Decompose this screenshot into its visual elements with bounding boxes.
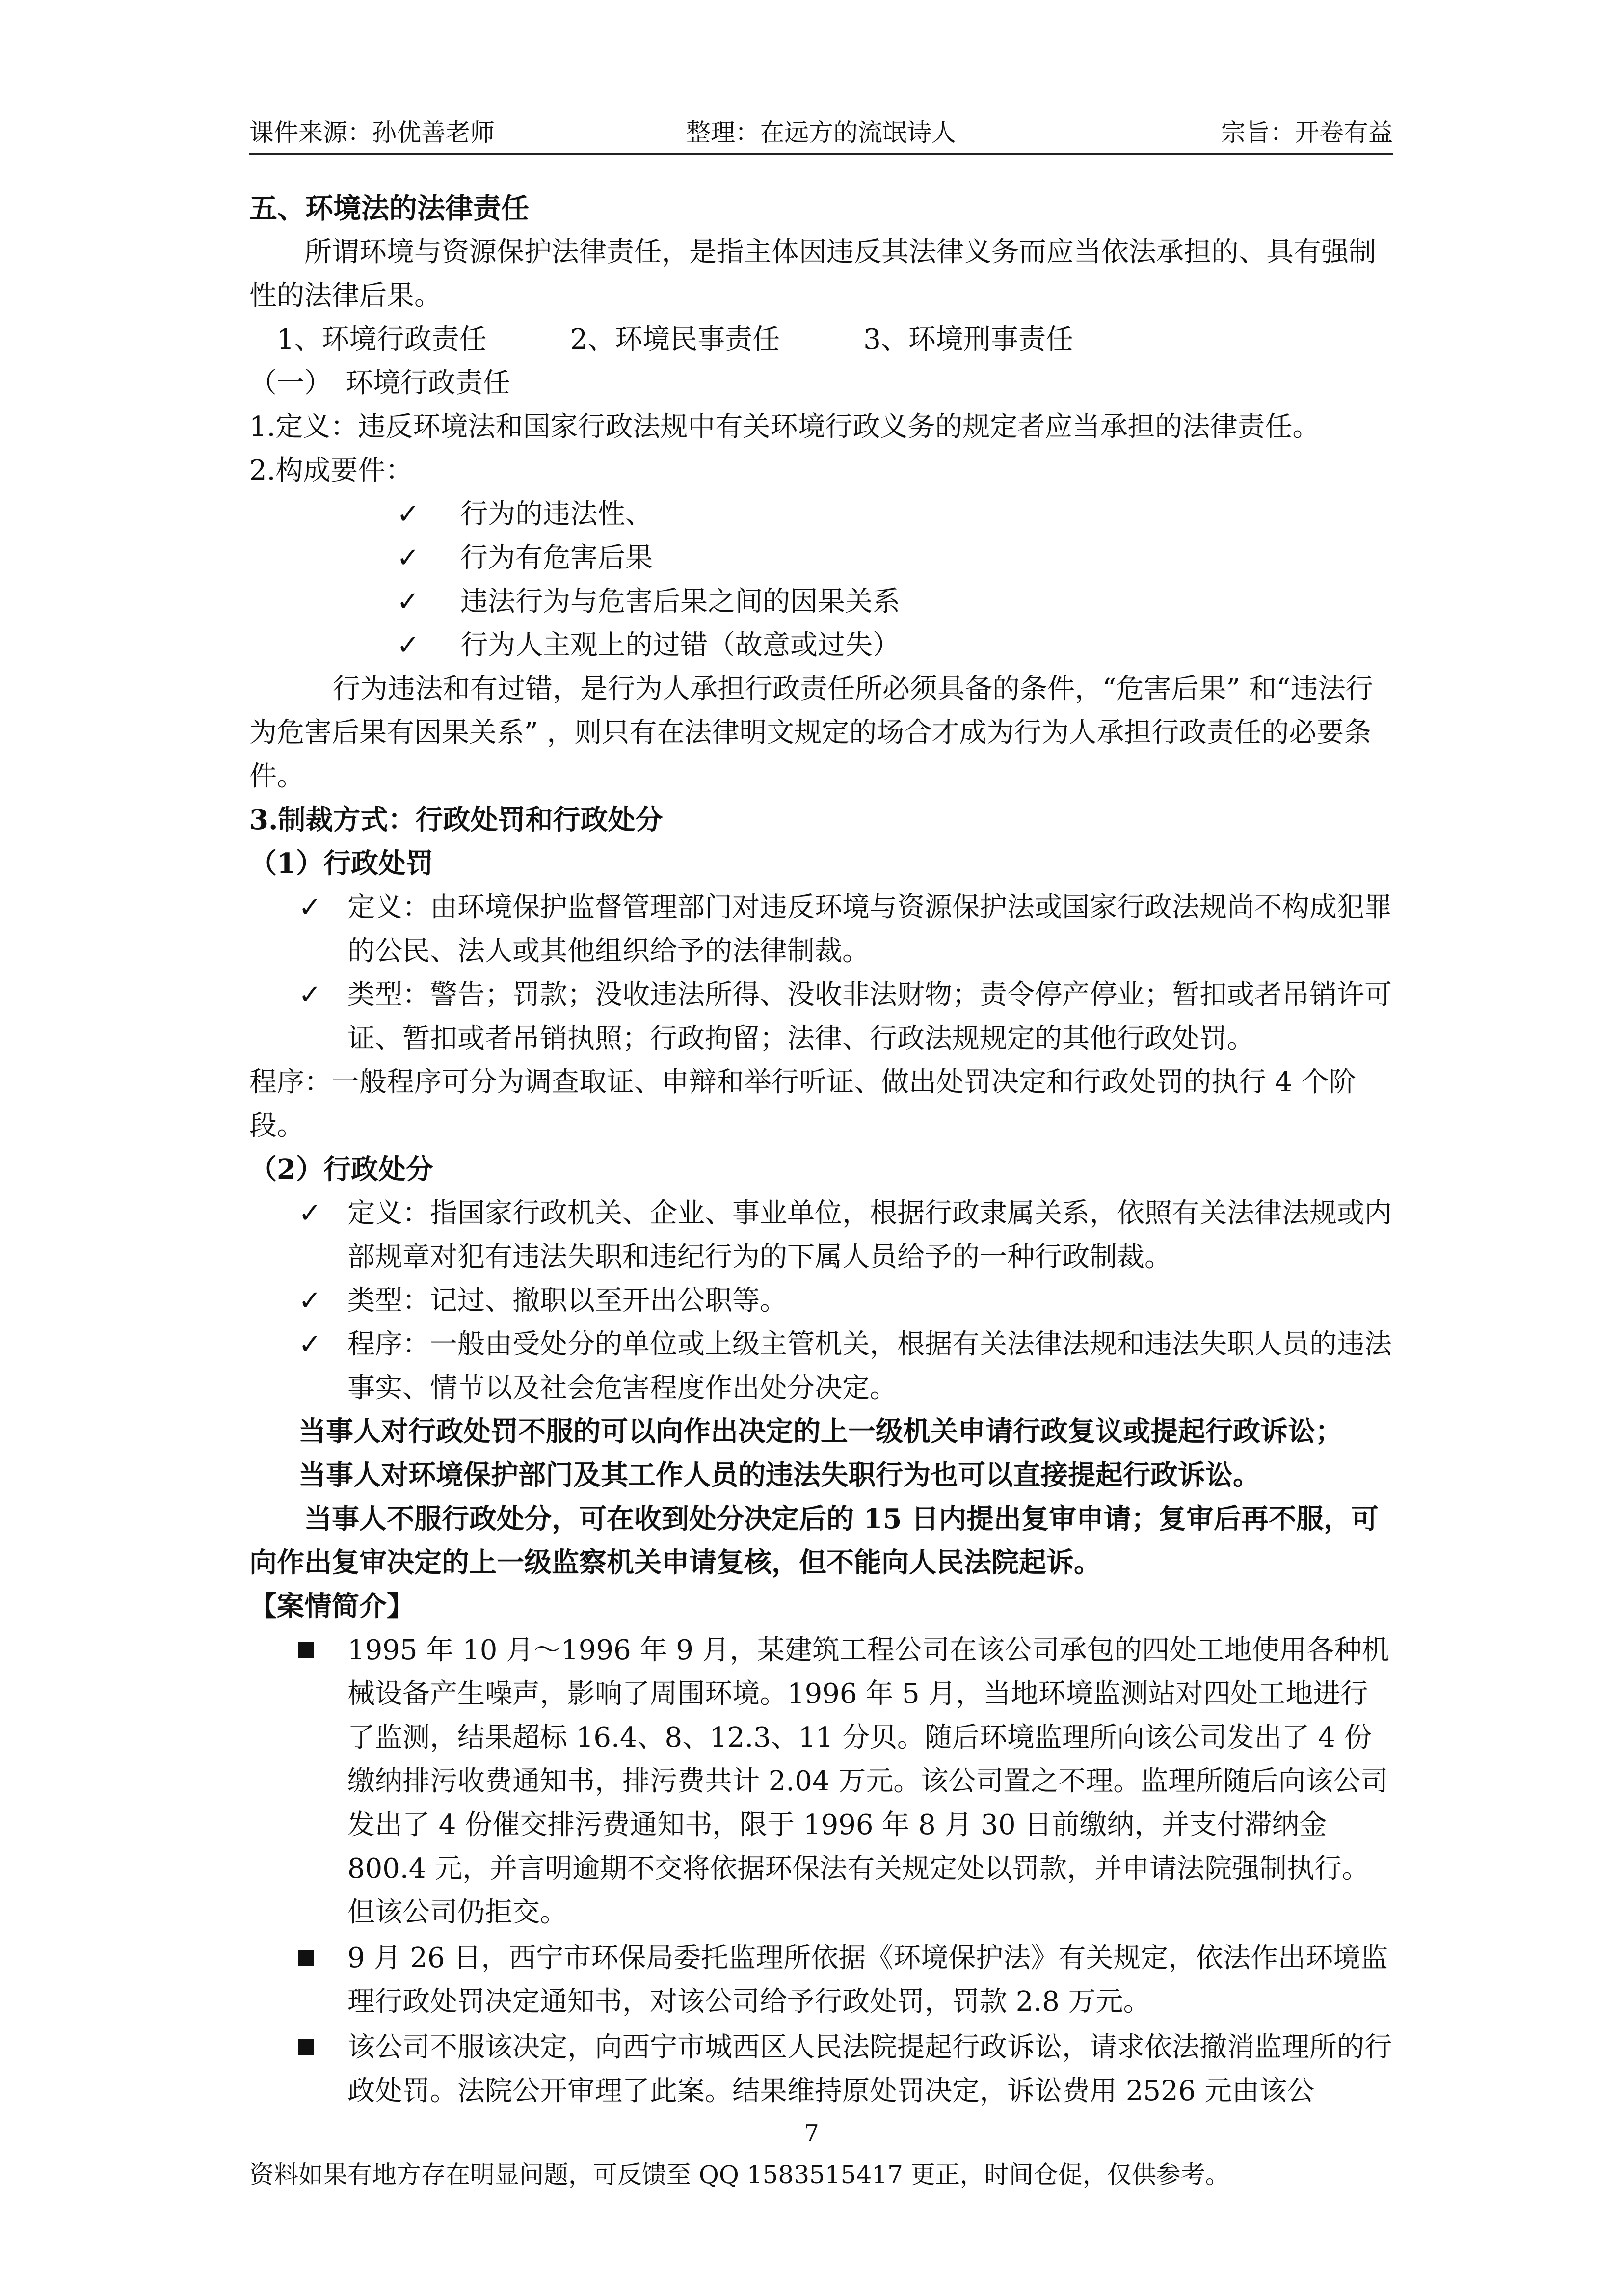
footer-note: 资料如果有地方存在明显问题，可反馈至 QQ 1583515417 更正，时间仓促，仅供参考。 xyxy=(249,2161,1230,2189)
list-item: 该公司不服该决定，向西宁市城西区人民法院提起行政诉讼，请求依法撤消监理所的行政处罚。法院公开审理了此案。结果维持原处罚决定，诉讼费用 2526 元由该公 xyxy=(298,2026,1393,2113)
list-item: ✓ 行为的违法性、 xyxy=(397,492,1393,536)
check-icon: ✓ xyxy=(397,629,420,661)
sanction2-list xyxy=(249,1191,1393,1410)
check-icon: ✓ xyxy=(298,979,321,1011)
header-editor: 整理：在远方的流氓诗人 xyxy=(686,118,956,147)
check-icon: ✓ xyxy=(397,586,420,618)
check-icon: ✓ xyxy=(397,542,420,574)
bold-line: 当事人对行政处罚不服的可以向作出决定的上一级机关申请行政复议或提起行政诉讼； xyxy=(298,1415,1343,1448)
document-body xyxy=(249,187,1393,2115)
list-item: ✓ 定义：由环境保护监督管理部门对违反环境与资源保护法或国家行政法规尚不构成犯罪的公民、法人或其他组织给予的法律制裁。 xyxy=(298,886,1393,973)
liability-type: 2、环境民事责任 xyxy=(570,324,780,355)
header-source: 课件来源：孙优善老师 xyxy=(249,118,495,147)
list-item: ✓ 行为有危害后果 xyxy=(397,536,1393,580)
sanction2-title: （2）行政处分 xyxy=(249,1153,433,1186)
penalty-list xyxy=(249,886,1393,1060)
square-bullet-icon xyxy=(298,2039,314,2055)
elements-note: 行为违法和有过错，是行为人承担行政责任所必须具备的条件，“危害后果” 和“违法行为危害后果有因果关系” ，则只有在法律明文规定的场合才成为行为人承担行政责任的必要条件。 xyxy=(249,673,1373,792)
list-item: ✓ 类型：记过、撤职以至开出公职等。 xyxy=(298,1279,1393,1323)
check-icon: ✓ xyxy=(298,891,321,923)
case-list xyxy=(249,1628,1393,2113)
check-icon: ✓ xyxy=(298,1328,321,1360)
elements-title: 2.构成要件： xyxy=(249,455,413,486)
page-header xyxy=(249,112,1393,155)
definition-line: 1.定义：违反环境法和国家行政法规中有关环境行政义务的规定者应当承担的法律责任。 xyxy=(249,411,1320,443)
liability-type: 3、环境刑事责任 xyxy=(863,324,1073,355)
header-motto: 宗旨：开卷有益 xyxy=(1221,118,1393,147)
list-item: ✓ 行为人主观上的过错（故意或过失） xyxy=(397,623,1393,667)
subsection-title: （一） 环境行政责任 xyxy=(249,367,510,399)
liability-types xyxy=(249,318,1393,361)
check-icon: ✓ xyxy=(298,1197,321,1229)
liability-type: 1、环境行政责任 xyxy=(277,324,487,355)
sanction-title: 3.制裁方式：行政处罚和行政处分 xyxy=(249,804,663,836)
square-bullet-icon xyxy=(298,1642,314,1658)
page-number: 7 xyxy=(804,2120,819,2147)
elements-list xyxy=(249,492,1393,667)
square-bullet-icon xyxy=(298,1950,314,1966)
check-icon: ✓ xyxy=(298,1285,321,1317)
bold-paragraph: 当事人不服行政处分，可在收到处分决定后的 15 日内提出复审申请；复审后再不服，可向作出复审决定的上一级监察机关申请复核，但不能向人民法院起诉。 xyxy=(249,1503,1379,1579)
bold-line: 当事人对环境保护部门及其工作人员的违法失职行为也可以直接提起行政诉讼。 xyxy=(298,1459,1260,1491)
list-item: ✓ 程序：一般由受处分的单位或上级主管机关，根据有关法律法规和违法失职人员的违法事实、情节以及社会危害程度作出处分决定。 xyxy=(298,1323,1393,1410)
check-icon: ✓ xyxy=(397,498,420,530)
list-item: 1995 年 10 月～1996 年 9 月，某建筑工程公司在该公司承包的四处工地使用各种机械设备产生噪声，影响了周围环境。1996 年 5 月，当地环境监测站对四处工地进行了监测，结果超标 16.4、8、12.3、11 分贝。随后环境监理所向该公司发出了 4 份缴纳排污收费通知书，排污费共计 2.04 万元。该公司置之不理。监理所随后向该公司发出了 4 份催交排污费通知书，限于 1996 年 8 月 30 日前缴纳，并支付滞纳金 800.4 元，并言明逾期不交将依据环保法有关规定处以罚款，并申请法院强制执行。但该公司仍拒交。 xyxy=(298,1628,1393,1934)
list-item: ✓ 类型：警告；罚款；没收违法所得、没收非法财物；责令停产停业；暂扣或者吊销许可证、暂扣或者吊销执照；行政拘留；法律、行政法规规定的其他行政处罚。 xyxy=(298,973,1393,1060)
case-title: 【案情简介】 xyxy=(249,1590,414,1622)
list-item: 9 月 26 日，西宁市环保局委托监理所依据《环境保护法》有关规定，依法作出环境监理行政处罚决定通知书，对该公司给予行政处罚，罚款 2.8 万元。 xyxy=(298,1936,1393,2024)
list-item: ✓ 违法行为与危害后果之间的因果关系 xyxy=(397,580,1393,623)
section-title: 五、环境法的法律责任 xyxy=(249,192,529,225)
intro-paragraph: 所谓环境与资源保护法律责任，是指主体因违反其法律义务而应当依法承担的、具有强制性的法律后果。 xyxy=(249,236,1376,312)
penalty-title: （1）行政处罚 xyxy=(249,847,433,880)
list-item: ✓ 定义：指国家行政机关、企业、事业单位，根据行政隶属关系，依照有关法律法规或内部规章对犯有违法失职和违纪行为的下属人员给予的一种行政制裁。 xyxy=(298,1191,1393,1279)
penalty-procedure: 程序：一般程序可分为调查取证、申辩和举行听证、做出处罚决定和行政处罚的执行 4 个阶段。 xyxy=(249,1066,1357,1142)
